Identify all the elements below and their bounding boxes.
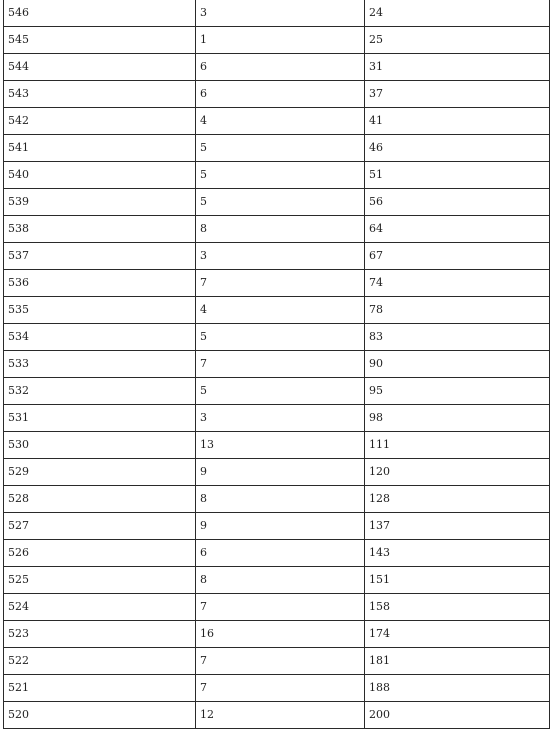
- score-cell: 528: [4, 486, 196, 513]
- table-row: [4, 81, 550, 108]
- count-cell: 7: [196, 648, 365, 675]
- table-row: [4, 675, 550, 702]
- score-cell: 540: [4, 162, 196, 189]
- count-cell: 13: [196, 432, 365, 459]
- count-cell: 5: [196, 189, 365, 216]
- score-table: [3, 0, 550, 729]
- table-row: [4, 243, 550, 270]
- cumulative-cell: 56: [365, 189, 550, 216]
- score-cell: 525: [4, 567, 196, 594]
- cumulative-cell: 128: [365, 486, 550, 513]
- table-row: [4, 27, 550, 54]
- score-cell: 535: [4, 297, 196, 324]
- score-cell: 521: [4, 675, 196, 702]
- score-cell: 537: [4, 243, 196, 270]
- cumulative-cell: 90: [365, 351, 550, 378]
- cumulative-cell: 200: [365, 702, 550, 729]
- count-cell: 5: [196, 378, 365, 405]
- score-cell: 532: [4, 378, 196, 405]
- count-cell: 3: [196, 243, 365, 270]
- table-row: [4, 189, 550, 216]
- score-cell: 523: [4, 621, 196, 648]
- count-cell: 1: [196, 27, 365, 54]
- count-cell: 4: [196, 297, 365, 324]
- count-cell: 5: [196, 162, 365, 189]
- cumulative-cell: 111: [365, 432, 550, 459]
- table-row: [4, 702, 550, 729]
- cumulative-cell: 137: [365, 513, 550, 540]
- score-cell: 539: [4, 189, 196, 216]
- score-cell: 545: [4, 27, 196, 54]
- score-cell: 533: [4, 351, 196, 378]
- count-cell: 5: [196, 324, 365, 351]
- count-cell: 6: [196, 540, 365, 567]
- cumulative-cell: 74: [365, 270, 550, 297]
- table-row: [4, 270, 550, 297]
- cumulative-cell: 158: [365, 594, 550, 621]
- cumulative-cell: 83: [365, 324, 550, 351]
- table-row: [4, 459, 550, 486]
- table-row: [4, 405, 550, 432]
- count-cell: 7: [196, 594, 365, 621]
- table-body: [4, 0, 550, 729]
- cumulative-cell: 37: [365, 81, 550, 108]
- score-cell: 529: [4, 459, 196, 486]
- count-cell: 5: [196, 135, 365, 162]
- score-cell: 542: [4, 108, 196, 135]
- cumulative-cell: 151: [365, 567, 550, 594]
- count-cell: 9: [196, 459, 365, 486]
- score-cell: 531: [4, 405, 196, 432]
- count-cell: 7: [196, 351, 365, 378]
- table-row: [4, 324, 550, 351]
- score-cell: 524: [4, 594, 196, 621]
- table-row: [4, 162, 550, 189]
- cumulative-cell: 188: [365, 675, 550, 702]
- table-row: [4, 216, 550, 243]
- score-cell: 536: [4, 270, 196, 297]
- table-row: [4, 351, 550, 378]
- cumulative-cell: 41: [365, 108, 550, 135]
- table-row: [4, 486, 550, 513]
- score-cell: 527: [4, 513, 196, 540]
- cumulative-cell: 143: [365, 540, 550, 567]
- cumulative-cell: 98: [365, 405, 550, 432]
- score-cell: 538: [4, 216, 196, 243]
- score-cell: 526: [4, 540, 196, 567]
- table-row: [4, 135, 550, 162]
- count-cell: 7: [196, 675, 365, 702]
- table-row: [4, 297, 550, 324]
- cumulative-cell: 181: [365, 648, 550, 675]
- score-cell: 534: [4, 324, 196, 351]
- cumulative-cell: 174: [365, 621, 550, 648]
- table-row: [4, 0, 550, 27]
- score-cell: 522: [4, 648, 196, 675]
- cumulative-cell: 64: [365, 216, 550, 243]
- cumulative-cell: 120: [365, 459, 550, 486]
- table-row: [4, 108, 550, 135]
- cumulative-cell: 25: [365, 27, 550, 54]
- table-row: [4, 54, 550, 81]
- count-cell: 6: [196, 54, 365, 81]
- cumulative-cell: 24: [365, 0, 550, 27]
- count-cell: 4: [196, 108, 365, 135]
- cumulative-cell: 95: [365, 378, 550, 405]
- count-cell: 12: [196, 702, 365, 729]
- cumulative-cell: 51: [365, 162, 550, 189]
- count-cell: 3: [196, 405, 365, 432]
- count-cell: 6: [196, 81, 365, 108]
- count-cell: 7: [196, 270, 365, 297]
- table-row: [4, 648, 550, 675]
- cumulative-cell: 67: [365, 243, 550, 270]
- table-row: [4, 594, 550, 621]
- count-cell: 8: [196, 486, 365, 513]
- count-cell: 8: [196, 216, 365, 243]
- cumulative-cell: 78: [365, 297, 550, 324]
- score-cell: 541: [4, 135, 196, 162]
- score-cell: 530: [4, 432, 196, 459]
- cumulative-cell: 46: [365, 135, 550, 162]
- table-row: [4, 513, 550, 540]
- count-cell: 3: [196, 0, 365, 27]
- score-cell: 543: [4, 81, 196, 108]
- count-cell: 9: [196, 513, 365, 540]
- count-cell: 8: [196, 567, 365, 594]
- count-cell: 16: [196, 621, 365, 648]
- score-cell: 544: [4, 54, 196, 81]
- table-row: [4, 621, 550, 648]
- cumulative-cell: 31: [365, 54, 550, 81]
- table-row: [4, 567, 550, 594]
- score-cell: 546: [4, 0, 196, 27]
- score-cell: 520: [4, 702, 196, 729]
- table-row: [4, 378, 550, 405]
- table-row: [4, 432, 550, 459]
- table-row: [4, 540, 550, 567]
